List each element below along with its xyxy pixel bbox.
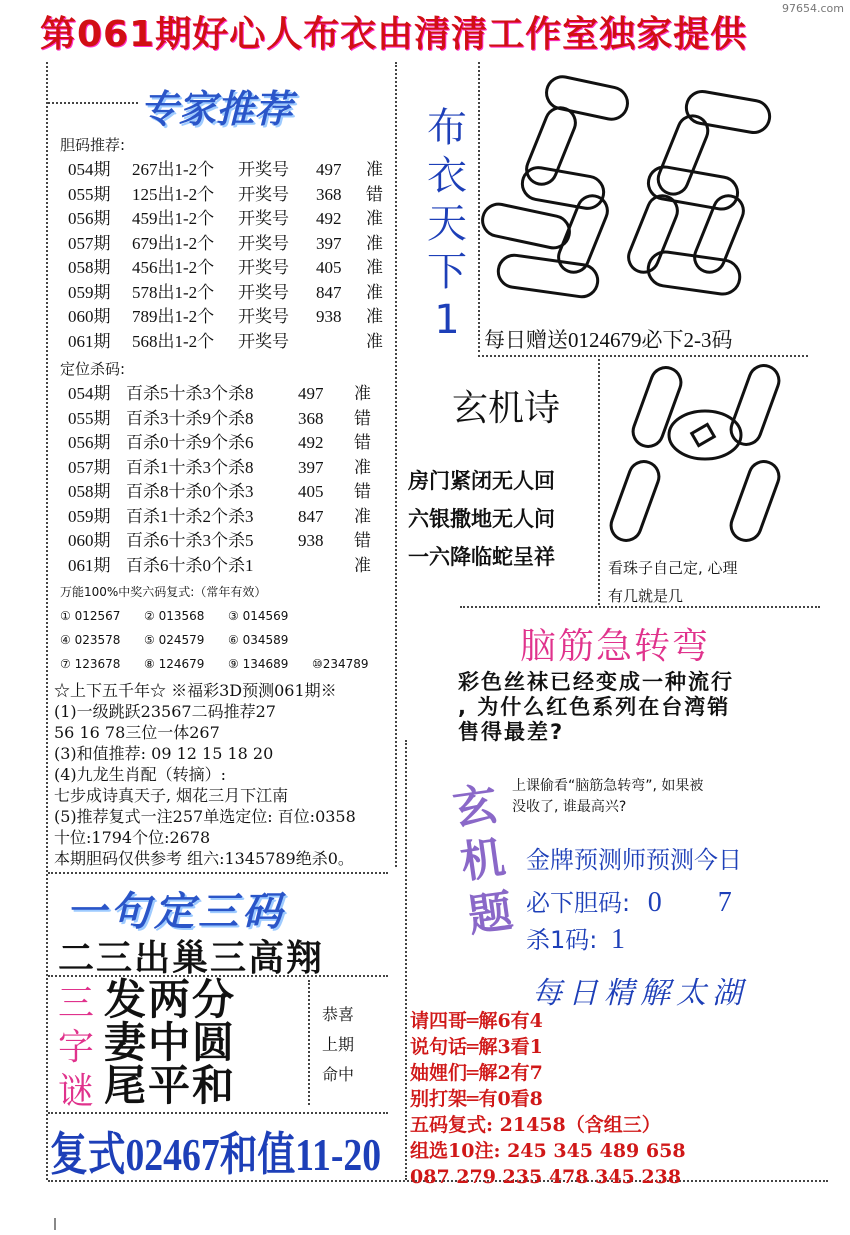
riddle-line: 发两分 [104,975,237,1024]
buyi-char: 衣 [427,153,467,199]
kill-row [68,505,371,530]
buyi-char: 天 [427,201,467,247]
gold-title: 金牌预测师预测今日 [526,846,742,874]
poem-line: 房门紧闭无人回 [408,469,555,493]
kill-cell: 百杀6十杀3个杀5 [126,531,254,550]
forecast-line: (3)和值推荐: 09 12 15 18 20 [54,744,274,763]
dan-cell: 938 [316,307,342,326]
taihu-line: 说句话═解3看1 [410,1036,543,1058]
riddle-label [56,982,96,1114]
kill-row [68,407,371,432]
yiju-top-rule [48,872,388,874]
kill-cell: 百杀8十杀0个杀3 [126,482,254,501]
top-rule [48,102,138,104]
big-digits-graphic [478,68,798,318]
poem-heading: 玄机诗 [452,388,561,429]
dan-cell: 开奖号 [238,331,289,351]
teaser-heading: 脑筋急转弯 [520,626,711,667]
kill-cell: 百杀1十杀3个杀8 [126,457,254,477]
lower-divider [405,740,407,1180]
dan-cell: 错 [366,184,383,204]
combo-row [60,604,396,628]
forecast-line: 十位:1794个位:2678 [54,828,211,847]
kill-cell: 847 [298,506,324,526]
riddle-label-char: 谜 [57,1071,94,1112]
xuanji-question-line: 没收了, 谁最高兴? [512,799,627,815]
gold-kill-label: 杀1码: [526,926,598,954]
page-title: 第061期好心人布衣由清清工作室独家提供 [40,14,748,55]
dan-cell: 准 [366,282,383,302]
gold-kill-value: 1 [611,924,625,955]
forecast-line: (4)九龙生肖配（转摘）: [54,765,227,784]
dan-cell: 准 [366,160,383,179]
kill-row [68,382,371,407]
combo-list [60,604,396,676]
combo-item: ④ 023578 [60,633,121,647]
combo-item: ⑧ 124679 [144,657,205,671]
digit-6 [624,89,772,296]
kill-row [68,431,371,456]
yiju-heading: 一句定三码 [66,888,286,935]
kill-cell: 错 [354,433,371,452]
xuanji-ti-char: 玄 [450,778,501,836]
combo-item: ⑩234789 [312,657,369,671]
dan-cell: 059期 [68,282,111,302]
dan-cell: 061期 [68,331,111,351]
dan-cell: 准 [366,233,383,253]
kill-cell: 057期 [68,457,111,477]
gold-dan-label: 必下胆码: [526,889,631,917]
kill-cell: 497 [298,384,324,403]
combo-label: 万能100%中奖六码复式:（常年有效） [60,585,267,599]
dan-cell: 开奖号 [238,209,289,228]
kill-cell: 百杀1十杀2个杀3 [126,506,254,526]
kill-cell: 397 [298,457,324,477]
kill-cell: 错 [354,482,371,501]
kill-cell: 061期 [68,555,111,575]
teaser-question [458,670,734,745]
kill-cell: 准 [354,457,371,477]
kill-row [68,554,371,579]
left-border [46,62,48,1180]
dan-cell: 060期 [68,307,111,326]
congrats-divider [308,980,310,1105]
taihu-line: 妯娌们═解2有7 [410,1062,543,1084]
beads-graphic [600,360,810,550]
combo-item: ⑤ 024579 [144,633,205,647]
combo-row [60,628,396,652]
forecast-line: (1)一级跳跃23567二码推荐27 [54,702,276,721]
dan-cell: 789出1-2个 [132,307,215,326]
poem-hint-line: 看珠子自己定, 心理 [608,559,738,577]
gold-kill [526,920,625,956]
dan-cell: 055期 [68,184,111,204]
poem-hint-line: 有几就是几 [608,587,684,605]
taihu-line: 五码复式: 21458（含组三） [410,1114,661,1136]
kill-table [68,382,371,578]
kill-cell: 准 [354,384,371,403]
teaser-line: 彩色丝袜已经变成一种流行 [458,670,734,694]
xuanji-ti-char: 题 [465,885,516,943]
yiju-bottom-rule [48,1112,388,1114]
dan-row [68,330,383,355]
kill-cell: 错 [354,531,371,550]
kill-cell: 058期 [68,482,111,501]
xuanji-question-line: 上课偷看“脑筋急转弯”, 如果被 [512,778,704,794]
taihu-line: 组选10注: 245 345 489 658 [410,1140,686,1162]
buyi-char: 布 [427,105,467,151]
dan-row [68,232,383,257]
taihu-line: 别打架═有0看8 [410,1088,543,1110]
kill-cell: 百杀5十杀3个杀8 [126,384,254,403]
digit-5 [480,74,631,299]
dan-cell: 开奖号 [238,307,289,326]
dan-cell: 368 [316,184,342,204]
kill-cell: 百杀3十杀9个杀8 [126,408,254,428]
kill-cell: 056期 [68,433,111,452]
fushi: 复式02467和值11-20 [50,1129,382,1180]
dan-cell: 492 [316,209,342,228]
dan-cell: 847 [316,282,342,302]
dan-cell: 397 [316,233,342,253]
congrats-line: 恭喜 [322,1005,355,1024]
kill-cell: 准 [354,555,371,575]
kill-cell: 准 [354,506,371,526]
kill-row [68,529,371,554]
dan-cell: 497 [316,160,342,179]
dan-cell: 405 [316,258,342,277]
dan-cell: 267出1-2个 [132,160,215,179]
dan-cell: 开奖号 [238,160,289,179]
combo-item: ⑦ 123678 [60,657,121,671]
dan-cell: 准 [366,307,383,326]
yiju-phrase: 二三出巢三高翔 [58,938,325,979]
forecast-line: 七步成诗真天子, 烟花三月下江南 [54,786,289,805]
taihu-heading: 每日精解太湖 [532,976,748,1011]
kill-cell: 百杀0十杀9个杀6 [126,433,254,452]
dan-label: 胆码推荐: [60,136,126,154]
dan-cell: 568出1-2个 [132,331,215,351]
kill-label: 定位杀码: [60,360,126,378]
kill-cell: 492 [298,433,324,452]
kill-cell: 405 [298,482,324,501]
teaser-line: 售得最差? [458,720,565,744]
kill-cell: 059期 [68,506,111,526]
teaser-line: , 为什么红色系列在台湾销 [458,695,731,719]
congrats-line: 上期 [322,1035,355,1054]
dan-cell: 578出1-2个 [132,282,215,302]
taihu-line: 087 279 235 478 345 238 [410,1166,682,1188]
dan-row [68,158,383,183]
taihu-line: 请四哥═解6有4 [410,1010,543,1032]
xuanji-ti-char: 机 [457,832,509,889]
buyi-char: 下 [427,249,467,295]
combo-item: ⑥ 034589 [228,633,289,647]
forecast-line: ☆上下五千年☆ ※福彩3D预测061期※ [54,681,337,700]
forecast-line: 56 16 78三位一体267 [54,723,220,742]
dan-table [68,158,383,354]
dan-cell: 456出1-2个 [132,258,215,277]
forecast-block [54,680,356,869]
watermark: 97654.com [782,2,844,15]
kill-cell: 060期 [68,531,111,550]
poem-line: 一六降临蛇呈祥 [408,545,555,569]
kill-cell: 错 [354,408,371,428]
kill-row [68,456,371,481]
riddle-lines [104,975,237,1110]
dan-cell: 054期 [68,160,111,179]
dan-cell: 开奖号 [238,258,289,277]
riddle-line: 妻中圆 [104,1018,237,1067]
taihu-lines [410,1008,686,1190]
dan-row [68,256,383,281]
dan-cell: 开奖号 [238,184,289,204]
daily-gift: 每日赠送0124679必下2-3码 [484,328,733,352]
dan-cell: 057期 [68,233,111,253]
dan-cell: 459出1-2个 [132,209,215,228]
dan-row [68,305,383,330]
forecast-line: (5)推荐复式一注257单选定位: 百位:0358 [54,807,356,826]
dan-cell: 准 [366,258,383,277]
dan-cell: 准 [366,209,383,228]
poem-lines [408,462,555,576]
dan-cell: 准 [366,331,383,351]
dan-row [68,281,383,306]
dan-row [68,183,383,208]
corner-mark [54,1218,56,1230]
poem-line: 六银撒地无人问 [408,507,555,531]
combo-item: ⑨ 134689 [228,657,289,671]
dan-cell: 056期 [68,209,111,228]
dan-cell: 开奖号 [238,282,289,302]
kill-cell: 百杀6十杀0个杀1 [126,555,254,575]
combo-row [60,652,396,676]
riddle-label-char: 三 [57,983,94,1024]
combo-item: ① 012567 [60,609,121,623]
dan-cell: 058期 [68,258,111,277]
kill-cell: 055期 [68,408,111,428]
combo-item: ③ 014569 [228,609,289,623]
poem-hint [608,554,738,610]
dan-cell: 679出1-2个 [132,233,215,253]
kill-cell: 054期 [68,384,111,403]
kill-cell: 938 [298,531,324,550]
combo-item: ② 013568 [144,609,205,623]
forecast-line: 本期胆码仅供参考 组六:1345789绝杀0。 [54,849,354,868]
xuanji-question [512,776,703,818]
riddle-label-char: 字 [57,1027,94,1068]
dan-cell: 125出1-2个 [132,184,215,204]
congrats-line: 命中 [322,1065,355,1084]
kill-cell: 368 [298,408,324,428]
riddle-line: 尾平和 [104,1061,237,1110]
expert-heading: 专家推荐 [140,86,293,131]
xuanji-ti-heading [445,777,521,945]
buyi-char: 1 [434,297,460,343]
buyi-vertical [418,104,476,344]
congrats [322,1000,354,1090]
kill-row [68,480,371,505]
dan-cell: 开奖号 [238,233,289,253]
middle-border [395,62,397,867]
gold-dan [526,880,732,920]
dan-row [68,207,383,232]
gold-dan-value: 0 7 [647,887,732,918]
buyi-bottom-rule [478,355,808,357]
